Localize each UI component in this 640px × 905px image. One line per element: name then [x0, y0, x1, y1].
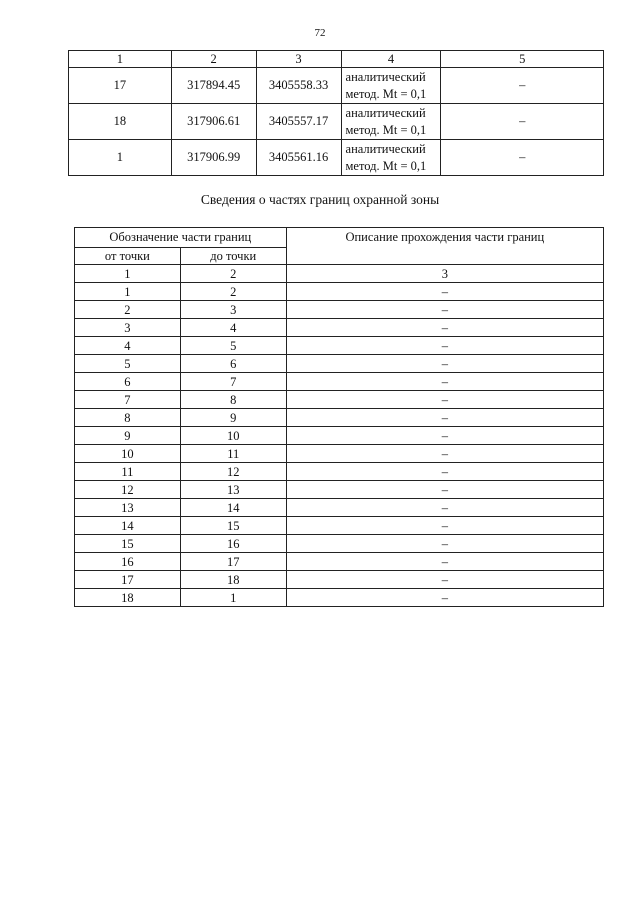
- boundary-parts-table: [74, 227, 604, 607]
- column-number-5: 5: [441, 51, 604, 68]
- description-cell: –: [286, 535, 603, 553]
- from-point: 1: [75, 283, 181, 301]
- table-row: [75, 589, 604, 607]
- to-point: 6: [180, 355, 286, 373]
- point-number: 1: [69, 140, 172, 176]
- x-coordinate: 317906.61: [171, 104, 256, 140]
- from-point: 16: [75, 553, 181, 571]
- page-number: 72: [314, 27, 326, 39]
- to-point: 7: [180, 373, 286, 391]
- note-cell: –: [441, 68, 604, 104]
- from-point: 6: [75, 373, 181, 391]
- from-point: 18: [75, 589, 181, 607]
- to-point: 13: [180, 481, 286, 499]
- to-point: 12: [180, 463, 286, 481]
- from-point-header: от точки: [75, 248, 181, 265]
- description-cell: –: [286, 445, 603, 463]
- to-point: 1: [180, 589, 286, 607]
- column-number-3: 3: [256, 51, 341, 68]
- from-point: 10: [75, 445, 181, 463]
- to-point: 8: [180, 391, 286, 409]
- section-title: Сведения о частях границ охранной зоны: [200, 192, 440, 207]
- table-row: [75, 517, 604, 535]
- column-number-3: 3: [286, 265, 603, 283]
- from-point: 5: [75, 355, 181, 373]
- from-point: 17: [75, 571, 181, 589]
- from-point: 7: [75, 391, 181, 409]
- column-number-4: 4: [341, 51, 441, 68]
- table-row: [75, 409, 604, 427]
- y-coordinate: 3405558.33: [256, 68, 341, 104]
- method-line: аналитический: [345, 105, 426, 120]
- table-row: [75, 301, 604, 319]
- table-row: [75, 499, 604, 517]
- table-row: [75, 373, 604, 391]
- column-number-1: 1: [75, 265, 181, 283]
- to-point: 5: [180, 337, 286, 355]
- column-number-1: 1: [69, 51, 172, 68]
- to-point: 2: [180, 283, 286, 301]
- description-cell: –: [286, 553, 603, 571]
- table-row: [75, 355, 604, 373]
- method-cell: [341, 140, 441, 176]
- note-cell: –: [441, 104, 604, 140]
- to-point: 11: [180, 445, 286, 463]
- method-cell: [341, 104, 441, 140]
- from-point: 8: [75, 409, 181, 427]
- point-number: 17: [69, 68, 172, 104]
- method-line: метод. Mt = 0,1: [345, 158, 427, 173]
- to-point: 4: [180, 319, 286, 337]
- table-row: [69, 68, 604, 104]
- table-row: [75, 391, 604, 409]
- description-cell: –: [286, 391, 603, 409]
- description-cell: –: [286, 463, 603, 481]
- from-point: 14: [75, 517, 181, 535]
- column-number-2: 2: [171, 51, 256, 68]
- from-point: 3: [75, 319, 181, 337]
- table-row: [75, 571, 604, 589]
- table-row: [69, 104, 604, 140]
- coordinates-table: [68, 50, 604, 176]
- description-cell: –: [286, 355, 603, 373]
- coordinates-header-row: [69, 51, 604, 68]
- parts-column-numbers-row: [75, 265, 604, 283]
- description-cell: –: [286, 517, 603, 535]
- boundary-designation-header: Обозначение части границ: [75, 228, 287, 248]
- description-cell: –: [286, 589, 603, 607]
- description-header: Описание прохождения части границ: [286, 228, 603, 265]
- y-coordinate: 3405557.17: [256, 104, 341, 140]
- description-cell: –: [286, 283, 603, 301]
- from-point: 4: [75, 337, 181, 355]
- table-row: [75, 535, 604, 553]
- parts-header-row: [75, 228, 604, 248]
- note-cell: –: [441, 140, 604, 176]
- table-row: [75, 481, 604, 499]
- table-row: [75, 445, 604, 463]
- to-point: 10: [180, 427, 286, 445]
- to-point: 18: [180, 571, 286, 589]
- point-number: 18: [69, 104, 172, 140]
- table-row: [75, 283, 604, 301]
- to-point: 16: [180, 535, 286, 553]
- description-cell: –: [286, 337, 603, 355]
- description-cell: –: [286, 499, 603, 517]
- table-row: [69, 140, 604, 176]
- from-point: 15: [75, 535, 181, 553]
- description-cell: –: [286, 481, 603, 499]
- to-point: 15: [180, 517, 286, 535]
- method-line: аналитический: [345, 69, 426, 84]
- description-cell: –: [286, 409, 603, 427]
- x-coordinate: 317906.99: [171, 140, 256, 176]
- column-number-2: 2: [180, 265, 286, 283]
- x-coordinate: 317894.45: [171, 68, 256, 104]
- table-row: [75, 553, 604, 571]
- table-row: [75, 319, 604, 337]
- from-point: 12: [75, 481, 181, 499]
- to-point: 14: [180, 499, 286, 517]
- to-point-header: до точки: [180, 248, 286, 265]
- description-cell: –: [286, 427, 603, 445]
- method-line: аналитический: [345, 141, 426, 156]
- from-point: 11: [75, 463, 181, 481]
- table-row: [75, 463, 604, 481]
- description-cell: –: [286, 571, 603, 589]
- to-point: 17: [180, 553, 286, 571]
- method-line: метод. Mt = 0,1: [345, 86, 427, 101]
- description-cell: –: [286, 319, 603, 337]
- from-point: 2: [75, 301, 181, 319]
- description-cell: –: [286, 301, 603, 319]
- method-cell: [341, 68, 441, 104]
- table-row: [75, 427, 604, 445]
- description-cell: –: [286, 373, 603, 391]
- y-coordinate: 3405561.16: [256, 140, 341, 176]
- to-point: 9: [180, 409, 286, 427]
- table-row: [75, 337, 604, 355]
- from-point: 9: [75, 427, 181, 445]
- method-line: метод. Mt = 0,1: [345, 122, 427, 137]
- to-point: 3: [180, 301, 286, 319]
- from-point: 13: [75, 499, 181, 517]
